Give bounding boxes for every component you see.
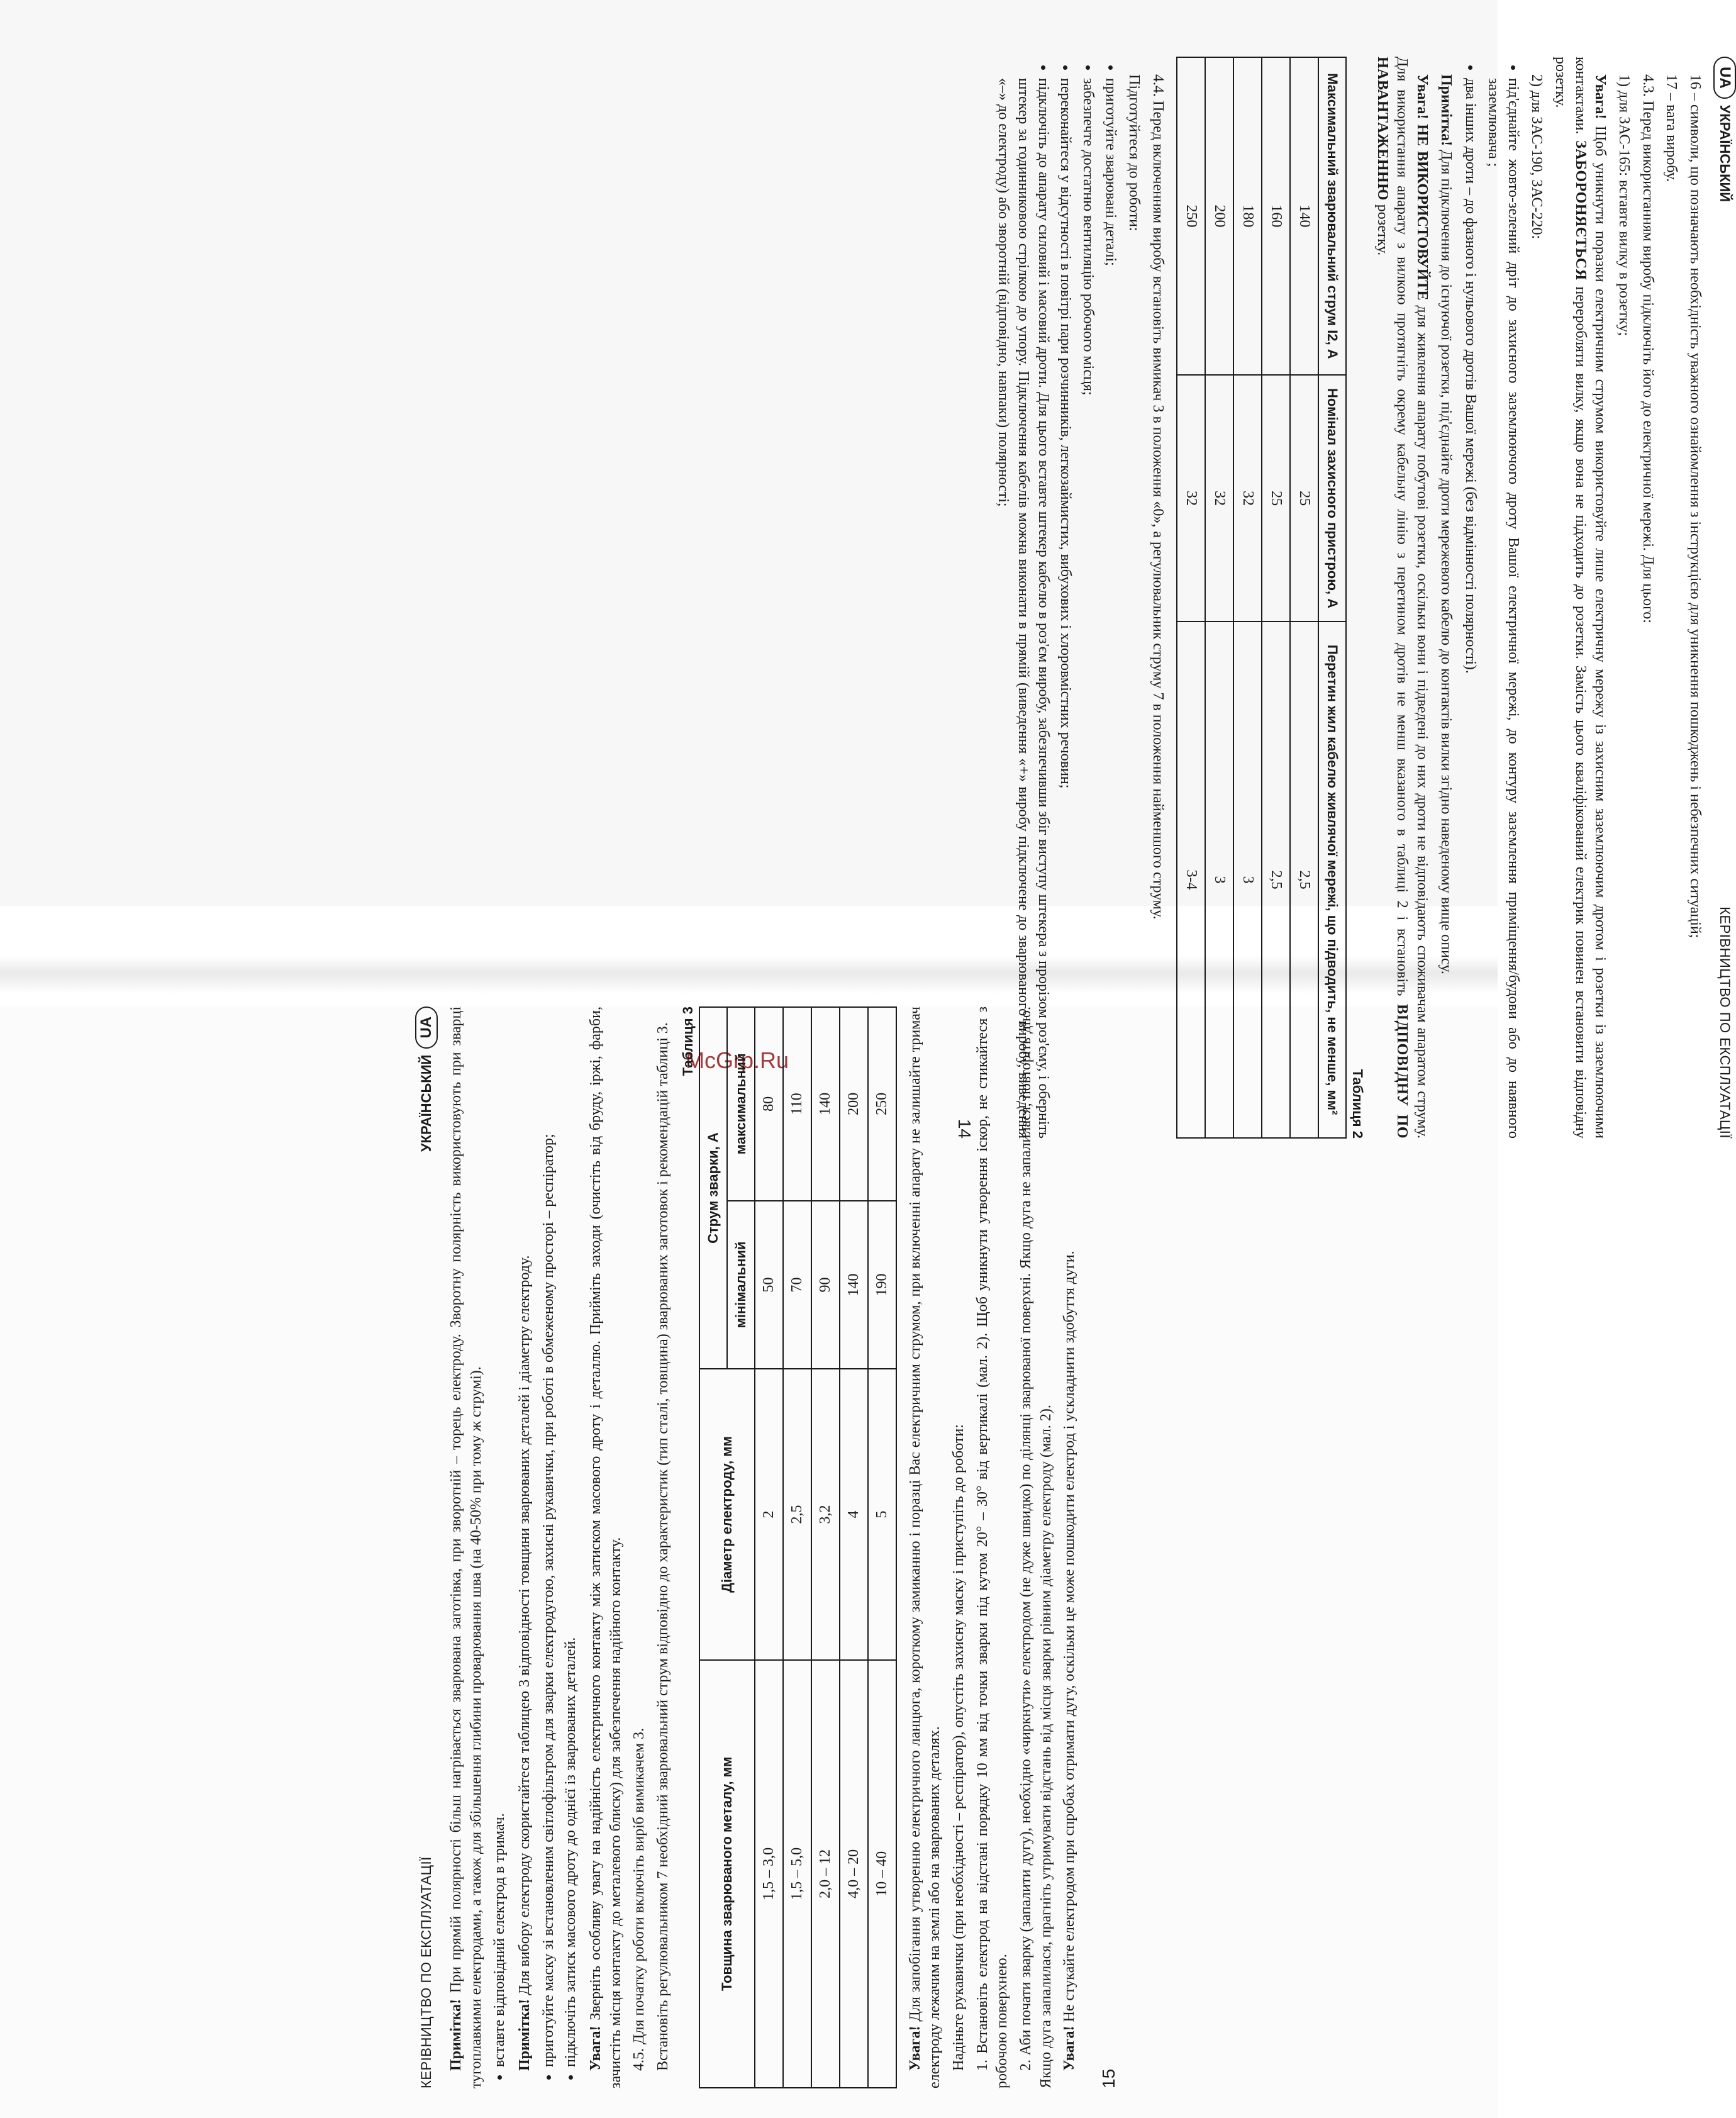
manual-title: КЕРІВНИЦТВО ПО ЕКСПЛУАТАЦІЇ [1717,906,1733,1139]
warning-text: Для запобігання утворенню електричного ланцюга, короткому замиканню і поразці Вас електричним струмом, при включенні апарату не залишайте тримач електроду лежачим на землі або на зварюваних деталях. [906,1006,943,2088]
paragraph: 1) для ЗАС-165: вставте вилку в розетку; [1615,74,1632,337]
warning-text: для живлення апарату побутові розетки, оскільки вони і підведені до них дроти не відповідають споживачам апаратом струму. Для використання апарату з вилкою протягніть окрему кабельну лінію з перетином дротів не менш вказаного в таблиці 2 і встановіть [1394,57,1430,1139]
manual-title: КЕРІВНИЦТВО ПО ЕКСПЛУАТАЦІЇ [418,1856,434,2088]
table-cell: 200 [840,1007,868,1201]
watermark: McGrp.Ru [686,1047,789,1073]
table-cell: 200 [1205,57,1233,375]
table-cell: 250 [868,1007,896,1201]
warning-text: Щоб уникнути поразки електричним струмом використовуйте лише електричну мережу із захисним заземлюючим дротом і розетки із заземлюючими контактами. [1572,57,1609,1139]
table-cell: 3 [1233,621,1262,1138]
table-header: Перетин жил кабелю живлячої мережі, що підводить, не менше, мм² [1318,621,1346,1138]
table-cell: 2,5 [783,1369,811,1660]
warning-paragraph [586,1006,626,2088]
ua-badge: UA [1713,57,1736,99]
table-cell: 2,0 – 12 [811,1660,840,2088]
list-item: • підключіть до апарату силовий і масовий дроти. Для цього вставте штекер кабелю в роз'єм виробу, забезпечивши збіг виступу штекера з прорізом роз'єму, і оберніть штекер за годинниковою стрілкою до упору. Підключення кабелів можна виконати в прямій (виведення «+» виробу підключене до зварюваного виробу, виведення «–» до електроду) або зворотній (відповідно, навпаки) полярності; [993,78,1053,1139]
table-cell: 25 [1290,375,1318,621]
paragraph: 2) для ЗАС-190, ЗАС-220: [1528,74,1545,240]
table-row [1290,57,1318,1138]
table-row [1177,57,1205,1138]
warning-text: Не стукайте електродом при спробах отримати дугу, оскільки це може пошкодити електрод і ускладнити здобуття дуги. [1061,1251,1078,2026]
warning-paragraph [1060,1006,1080,2088]
table-cell: 25 [1262,375,1290,621]
note-paragraph [447,1006,486,2088]
table-cell: 3,2 [811,1369,840,1660]
list-item: • приготуйте маску зі встановленим світлофільтром для зварки електродугою, захисні рукавички, при роботі в обмеженому просторі – респіратор; [539,1006,559,2067]
list-item: • вставте відповідний електрод в тримач. [490,1006,510,2067]
preparation-list [993,57,1120,1139]
table-header: Номінал захисного пристрою, А [1318,375,1346,621]
table-cell: 160 [1262,57,1290,375]
table-header: Діаметр електроду, мм [699,1369,755,1660]
table-cell: 3 [1205,621,1233,1138]
table-cell: 110 [783,1007,811,1201]
table-cell: 50 [755,1201,783,1369]
paragraph: Підготуйтеся до роботи: [1126,74,1143,231]
table-cell: 10 – 40 [868,1660,896,2088]
table-cell: 3-4 [1177,621,1205,1138]
table-cell: 5 [868,1369,896,1660]
page-14 [805,57,1736,1139]
paragraph: 4.3. Перед використанням виробу підключіть його до електричної мережі. Для цього: [1639,74,1656,623]
table-header-row [699,1007,727,2088]
table-cell: 2,5 [1262,621,1290,1138]
paragraph: 4.5. Для початку роботи включіть виріб вимикачем 3. [631,1727,648,2071]
table-row [1205,57,1233,1138]
warning-label: Увага! [1592,74,1609,120]
list-item: • під'єднайте жовто-зелений дріт до захисного заземлюючого дроту Вашої електричної мережі, до контуру заземлення приміщення/будови або до наявного заземлювача ; [1483,78,1522,1139]
paragraph: 16 – символи, що позначають необхідність уважного ознайомлення з інструкцією для уникнення пошкоджень і небезпечних ситуацій; [1687,74,1703,939]
table-cell: 1,5 – 5,0 [783,1660,811,2088]
table-2 [1176,57,1347,1139]
warning-label: Увага! [906,2026,923,2071]
page-header [415,1006,438,2088]
table-row [1262,57,1290,1138]
warning-label: Увага! [1061,2026,1078,2071]
paragraph: 4.4. Перед включенням виробу встановіть вимикач 3 в положення «0», а регулювальник струму 7 в положення найменшого струму. [1149,74,1166,920]
connection-list [1461,57,1523,1139]
warning-label: Увага! [587,2026,604,2071]
warning-label: Увага! НЕ ВИКОРИСТОВУЙТЕ [1413,74,1430,301]
page-number: 15 [1099,2068,1119,2088]
table-subheader: мінімальний [727,1201,755,1369]
warning-text: Зверніть особливу увагу на надійність електричного контакту між затиском масового дроту і деталлю. Прийміть заходи (очистіть від бруду, іржі, фарби, зачистіть місця контакту до металевого блиску) для забезпечення надійного контакту. [587,1006,624,2088]
warning-tail: переробляти вилку, якщо вона не підходить до розетки. Замість цього кваліфікований електрик повинен встановити відповідну розетку. [1552,57,1589,1139]
table-header: Струм зварки, А [699,1007,727,1369]
table-cell: 180 [1233,57,1262,375]
table-row [811,1007,840,2088]
table-3-caption: Таблиця 3 [679,1006,696,1076]
note-label: Примітка! [516,1998,533,2071]
table-subheader: максимальний [727,1007,755,1201]
table-row [868,1007,896,2088]
table-cell: 90 [811,1201,840,1369]
table-header: Максимальний зварювальний струм I2, А [1318,57,1346,375]
table-cell: 32 [1177,375,1205,621]
table-cell: 4,0 – 20 [840,1660,868,2088]
equipment-list [539,1006,581,2088]
note-paragraph [515,1006,535,2088]
table-header-row [1318,57,1346,1138]
warning-paragraph [906,1006,945,2088]
paragraph: Встановіть регулювальником 7 необхідний зварювальний струм відповідно до характеристик (тип сталі, товщина) зварюваних заготовок і рекомендацій таблиці 3. [655,1022,672,2071]
warning-caps: ЗАБОРОНЯЄТЬСЯ [1572,140,1589,281]
table-cell: 1,5 – 3,0 [755,1660,783,2088]
page-number: 14 [954,1118,974,1139]
page-15 [415,1006,1333,2088]
paragraph: 1. Встановіть електрод на відстані порядку 10 мм від точки зварки під кутом 20° – 30° від вертикалі (мал. 2). Щоб уникнути утворення іскор, не стикайтеся з робочою поверхнею. [974,1006,1011,2088]
language-indicator [415,1006,438,1152]
table-header: Товщина зварюваного металу, мм [699,1660,755,2088]
language-label: УКРАЇНСЬКИЙ [1717,104,1733,203]
list-item: • забезпечте достатню вентиляцію робочого місця; [1077,78,1098,1139]
warning-paragraph [1372,57,1432,1139]
table-cell: 70 [783,1201,811,1369]
language-label: УКРАЇНСЬКИЙ [418,1054,434,1152]
table-row [783,1007,811,2088]
ua-badge: UA [415,1006,438,1049]
table-cell: 140 [840,1201,868,1369]
paragraph: 2. Аби почати зварку (запалити дугу), необхідно «чиркнути» електродом (не дуже швидко) по ділянці зварюваної поверхні. Якщо дуга не запалилася, повторіть дію. Якщо дуга запалилася, прагніть утримувати відстань від місця зварки рівним діаметру електроду (мал. 2). [1018,1006,1054,2088]
table-cell: 32 [1205,375,1233,621]
warning-paragraph [1550,57,1610,1139]
list-item: • два інших дроти – до фазного і нульового дротів Вашої мережі (без відмінності полярності). [1461,78,1481,1139]
table-row [1233,57,1262,1138]
table-cell: 2,5 [1290,621,1318,1138]
paragraph: 17 – вага виробу. [1663,74,1680,182]
note-label: Примітка! [448,1998,464,2071]
note-text: Для вибору електроду скористайтеся таблицею 3 відповідності товщини зварюваних деталей і діаметру електроду. [516,1255,533,1999]
list-item: • приготуйте зварювані деталі; [1100,78,1120,1139]
warning-caps: ВІДПОВІДНУ ПО НАВАНТАЖЕННЮ [1374,57,1411,1139]
table-row [840,1007,868,2088]
page-header [1713,57,1736,1139]
note-text: При прямій полярності більш нагрівається зварювана заготівка, при зворотній – торець електроду. Зворотну полярність використовують при зварці тугоплавкими електродами, а також для збільшення глибини проварювання шва (на 40-50% при тому ж струмі). [448,1006,484,2088]
table-cell: 4 [840,1369,868,1660]
note-paragraph [1435,57,1455,1139]
list-item: • переконайтеся у відсутності в повітрі пари розчинників, легкозаймистих, вибухових і хлоровмістних речовин; [1055,78,1076,1139]
table-cell: 2 [755,1369,783,1660]
table-cell: 80 [755,1007,783,1201]
table-cell: 140 [1290,57,1318,375]
note-text: Для підключення до існуючої розетки, під'єднайте дроти мережевого кабелю до контактів вилки згідно наведеному вище опису. [1437,146,1454,974]
table-cell: 32 [1233,375,1262,621]
holder-list [490,1006,510,2088]
note-label: Примітка! [1437,74,1454,147]
warning-tail: розетку. [1374,200,1391,256]
table-row [755,1007,783,2088]
list-item: • підключіть затиск масового дроту до однієї із зварюваних деталей. [561,1006,581,2067]
paragraph: Надіньте рукавички (при необхідності – респіратор), опустіть захисну маску і приступіть до роботи: [950,1424,967,2071]
table-3 [699,1006,897,2088]
table-2-caption: Таблиця 2 [1349,1069,1366,1139]
language-indicator [1713,57,1736,202]
table-cell: 140 [811,1007,840,1201]
table-cell: 190 [868,1201,896,1369]
table-cell: 250 [1177,57,1205,375]
